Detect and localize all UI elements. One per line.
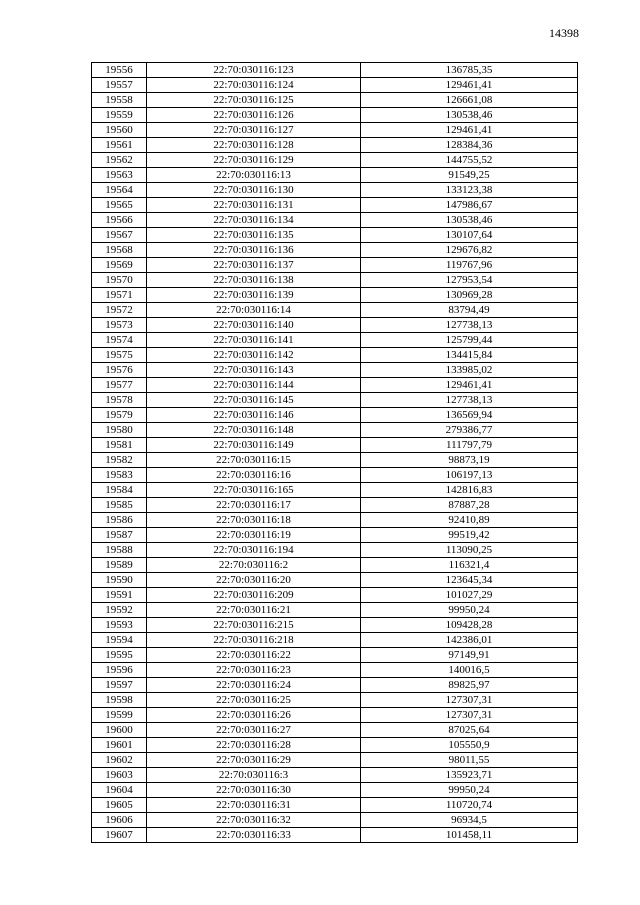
cadastral-number-cell: 22:70:030116:140 xyxy=(147,318,361,333)
value-cell: 111797,79 xyxy=(361,438,578,453)
table-row xyxy=(92,648,578,663)
table-row xyxy=(92,108,578,123)
cadastral-number-cell: 22:70:030116:25 xyxy=(147,693,361,708)
table-row xyxy=(92,573,578,588)
row-number-cell: 19606 xyxy=(92,813,147,828)
value-cell: 279386,77 xyxy=(361,423,578,438)
row-number-cell: 19566 xyxy=(92,213,147,228)
table-row xyxy=(92,258,578,273)
table-row xyxy=(92,603,578,618)
table-row xyxy=(92,468,578,483)
table-row xyxy=(92,273,578,288)
table-row xyxy=(92,513,578,528)
cadastral-number-cell: 22:70:030116:209 xyxy=(147,588,361,603)
row-number-cell: 19567 xyxy=(92,228,147,243)
value-cell: 96934,5 xyxy=(361,813,578,828)
value-cell: 127307,31 xyxy=(361,693,578,708)
table-row xyxy=(92,333,578,348)
row-number-cell: 19594 xyxy=(92,633,147,648)
table-row xyxy=(92,363,578,378)
row-number-cell: 19585 xyxy=(92,498,147,513)
value-cell: 130969,28 xyxy=(361,288,578,303)
cadastral-number-cell: 22:70:030116:136 xyxy=(147,243,361,258)
table-row xyxy=(92,123,578,138)
cadastral-number-cell: 22:70:030116:128 xyxy=(147,138,361,153)
row-number-cell: 19577 xyxy=(92,378,147,393)
row-number-cell: 19595 xyxy=(92,648,147,663)
row-number-cell: 19602 xyxy=(92,753,147,768)
value-cell: 101458,11 xyxy=(361,828,578,843)
table-row xyxy=(92,708,578,723)
value-cell: 133123,38 xyxy=(361,183,578,198)
cadastral-number-cell: 22:70:030116:134 xyxy=(147,213,361,228)
value-cell: 133985,02 xyxy=(361,363,578,378)
value-cell: 127307,31 xyxy=(361,708,578,723)
cadastral-number-cell: 22:70:030116:30 xyxy=(147,783,361,798)
value-cell: 106197,13 xyxy=(361,468,578,483)
cadastral-number-cell: 22:70:030116:24 xyxy=(147,678,361,693)
cadastral-number-cell: 22:70:030116:26 xyxy=(147,708,361,723)
table-row xyxy=(92,438,578,453)
value-cell: 127738,13 xyxy=(361,318,578,333)
table-row xyxy=(92,588,578,603)
cadastral-number-cell: 22:70:030116:15 xyxy=(147,453,361,468)
value-cell: 98873,19 xyxy=(361,453,578,468)
row-number-cell: 19583 xyxy=(92,468,147,483)
table-row xyxy=(92,558,578,573)
row-number-cell: 19571 xyxy=(92,288,147,303)
row-number-cell: 19605 xyxy=(92,798,147,813)
row-number-cell: 19580 xyxy=(92,423,147,438)
value-cell: 109428,28 xyxy=(361,618,578,633)
table-row xyxy=(92,423,578,438)
value-cell: 142816,83 xyxy=(361,483,578,498)
value-cell: 91549,25 xyxy=(361,168,578,183)
value-cell: 126661,08 xyxy=(361,93,578,108)
cadastral-number-cell: 22:70:030116:137 xyxy=(147,258,361,273)
cadastral-number-cell: 22:70:030116:14 xyxy=(147,303,361,318)
cadastral-number-cell: 22:70:030116:22 xyxy=(147,648,361,663)
row-number-cell: 19607 xyxy=(92,828,147,843)
value-cell: 134415,84 xyxy=(361,348,578,363)
row-number-cell: 19591 xyxy=(92,588,147,603)
row-number-cell: 19589 xyxy=(92,558,147,573)
table-row xyxy=(92,228,578,243)
value-cell: 129461,41 xyxy=(361,378,578,393)
cadastral-number-cell: 22:70:030116:16 xyxy=(147,468,361,483)
cadastral-number-cell: 22:70:030116:149 xyxy=(147,438,361,453)
cadastral-number-cell: 22:70:030116:33 xyxy=(147,828,361,843)
table-row xyxy=(92,303,578,318)
row-number-cell: 19604 xyxy=(92,783,147,798)
value-cell: 136785,35 xyxy=(361,63,578,78)
table-row xyxy=(92,78,578,93)
table-row xyxy=(92,213,578,228)
row-number-cell: 19568 xyxy=(92,243,147,258)
value-cell: 127953,54 xyxy=(361,273,578,288)
table-body xyxy=(92,63,578,843)
row-number-cell: 19599 xyxy=(92,708,147,723)
cadastral-number-cell: 22:70:030116:141 xyxy=(147,333,361,348)
cadastral-number-cell: 22:70:030116:146 xyxy=(147,408,361,423)
cadastral-number-cell: 22:70:030116:144 xyxy=(147,378,361,393)
value-cell: 92410,89 xyxy=(361,513,578,528)
table-row xyxy=(92,753,578,768)
row-number-cell: 19584 xyxy=(92,483,147,498)
value-cell: 99950,24 xyxy=(361,603,578,618)
table-row xyxy=(92,543,578,558)
table-row xyxy=(92,393,578,408)
cadastral-number-cell: 22:70:030116:21 xyxy=(147,603,361,618)
table-row xyxy=(92,408,578,423)
table-row xyxy=(92,528,578,543)
value-cell: 116321,4 xyxy=(361,558,578,573)
row-number-cell: 19558 xyxy=(92,93,147,108)
value-cell: 99950,24 xyxy=(361,783,578,798)
row-number-cell: 19570 xyxy=(92,273,147,288)
row-number-cell: 19564 xyxy=(92,183,147,198)
data-table xyxy=(91,62,578,843)
table-row xyxy=(92,813,578,828)
cadastral-number-cell: 22:70:030116:23 xyxy=(147,663,361,678)
row-number-cell: 19572 xyxy=(92,303,147,318)
table-row xyxy=(92,198,578,213)
table-row xyxy=(92,618,578,633)
row-number-cell: 19563 xyxy=(92,168,147,183)
row-number-cell: 19600 xyxy=(92,723,147,738)
cadastral-number-cell: 22:70:030116:28 xyxy=(147,738,361,753)
value-cell: 125799,44 xyxy=(361,333,578,348)
cadastral-number-cell: 22:70:030116:125 xyxy=(147,93,361,108)
row-number-cell: 19575 xyxy=(92,348,147,363)
table-row xyxy=(92,768,578,783)
row-number-cell: 19588 xyxy=(92,543,147,558)
row-number-cell: 19593 xyxy=(92,618,147,633)
cadastral-number-cell: 22:70:030116:143 xyxy=(147,363,361,378)
value-cell: 136569,94 xyxy=(361,408,578,423)
value-cell: 142386,01 xyxy=(361,633,578,648)
cadastral-number-cell: 22:70:030116:139 xyxy=(147,288,361,303)
row-number-cell: 19574 xyxy=(92,333,147,348)
row-number-cell: 19586 xyxy=(92,513,147,528)
table-row xyxy=(92,693,578,708)
cadastral-number-cell: 22:70:030116:124 xyxy=(147,78,361,93)
row-number-cell: 19579 xyxy=(92,408,147,423)
value-cell: 83794,49 xyxy=(361,303,578,318)
value-cell: 147986,67 xyxy=(361,198,578,213)
value-cell: 127738,13 xyxy=(361,393,578,408)
cadastral-number-cell: 22:70:030116:20 xyxy=(147,573,361,588)
table-row xyxy=(92,288,578,303)
table-row xyxy=(92,168,578,183)
cadastral-number-cell: 22:70:030116:126 xyxy=(147,108,361,123)
table-row xyxy=(92,633,578,648)
table-row xyxy=(92,63,578,78)
value-cell: 144755,52 xyxy=(361,153,578,168)
cadastral-number-cell: 22:70:030116:215 xyxy=(147,618,361,633)
row-number-cell: 19565 xyxy=(92,198,147,213)
value-cell: 123645,34 xyxy=(361,573,578,588)
cadastral-number-cell: 22:70:030116:130 xyxy=(147,183,361,198)
value-cell: 113090,25 xyxy=(361,543,578,558)
table-row xyxy=(92,318,578,333)
table-row xyxy=(92,783,578,798)
table-row xyxy=(92,663,578,678)
cadastral-number-cell: 22:70:030116:165 xyxy=(147,483,361,498)
row-number-cell: 19556 xyxy=(92,63,147,78)
value-cell: 105550,9 xyxy=(361,738,578,753)
value-cell: 129461,41 xyxy=(361,78,578,93)
table-row xyxy=(92,453,578,468)
row-number-cell: 19576 xyxy=(92,363,147,378)
row-number-cell: 19559 xyxy=(92,108,147,123)
cadastral-number-cell: 22:70:030116:31 xyxy=(147,798,361,813)
page-number: 14398 xyxy=(549,26,579,40)
cadastral-number-cell: 22:70:030116:131 xyxy=(147,198,361,213)
row-number-cell: 19560 xyxy=(92,123,147,138)
value-cell: 129676,82 xyxy=(361,243,578,258)
table-row xyxy=(92,828,578,843)
cadastral-number-cell: 22:70:030116:142 xyxy=(147,348,361,363)
cadastral-number-cell: 22:70:030116:138 xyxy=(147,273,361,288)
value-cell: 98011,55 xyxy=(361,753,578,768)
cadastral-number-cell: 22:70:030116:129 xyxy=(147,153,361,168)
row-number-cell: 19557 xyxy=(92,78,147,93)
cadastral-number-cell: 22:70:030116:29 xyxy=(147,753,361,768)
cadastral-number-cell: 22:70:030116:194 xyxy=(147,543,361,558)
row-number-cell: 19581 xyxy=(92,438,147,453)
cadastral-number-cell: 22:70:030116:19 xyxy=(147,528,361,543)
table-row xyxy=(92,153,578,168)
cadastral-number-cell: 22:70:030116:148 xyxy=(147,423,361,438)
row-number-cell: 19601 xyxy=(92,738,147,753)
row-number-cell: 19597 xyxy=(92,678,147,693)
value-cell: 130538,46 xyxy=(361,213,578,228)
row-number-cell: 19569 xyxy=(92,258,147,273)
row-number-cell: 19587 xyxy=(92,528,147,543)
cadastral-number-cell: 22:70:030116:13 xyxy=(147,168,361,183)
row-number-cell: 19573 xyxy=(92,318,147,333)
cadastral-number-cell: 22:70:030116:32 xyxy=(147,813,361,828)
table-row xyxy=(92,498,578,513)
cadastral-number-cell: 22:70:030116:218 xyxy=(147,633,361,648)
table-row xyxy=(92,183,578,198)
table-row xyxy=(92,378,578,393)
row-number-cell: 19578 xyxy=(92,393,147,408)
cadastral-number-cell: 22:70:030116:18 xyxy=(147,513,361,528)
row-number-cell: 19598 xyxy=(92,693,147,708)
cadastral-number-cell: 22:70:030116:17 xyxy=(147,498,361,513)
cadastral-number-cell: 22:70:030116:27 xyxy=(147,723,361,738)
value-cell: 140016,5 xyxy=(361,663,578,678)
table-row xyxy=(92,723,578,738)
table-row xyxy=(92,348,578,363)
value-cell: 130538,46 xyxy=(361,108,578,123)
cadastral-number-cell: 22:70:030116:2 xyxy=(147,558,361,573)
value-cell: 97149,91 xyxy=(361,648,578,663)
row-number-cell: 19603 xyxy=(92,768,147,783)
cadastral-number-cell: 22:70:030116:145 xyxy=(147,393,361,408)
value-cell: 135923,71 xyxy=(361,768,578,783)
row-number-cell: 19596 xyxy=(92,663,147,678)
value-cell: 130107,64 xyxy=(361,228,578,243)
cadastral-number-cell: 22:70:030116:127 xyxy=(147,123,361,138)
row-number-cell: 19562 xyxy=(92,153,147,168)
row-number-cell: 19590 xyxy=(92,573,147,588)
table-row xyxy=(92,738,578,753)
cadastral-number-cell: 22:70:030116:135 xyxy=(147,228,361,243)
row-number-cell: 19561 xyxy=(92,138,147,153)
cadastral-number-cell: 22:70:030116:123 xyxy=(147,63,361,78)
cadastral-number-cell: 22:70:030116:3 xyxy=(147,768,361,783)
value-cell: 128384,36 xyxy=(361,138,578,153)
value-cell: 129461,41 xyxy=(361,123,578,138)
value-cell: 119767,96 xyxy=(361,258,578,273)
value-cell: 99519,42 xyxy=(361,528,578,543)
value-cell: 101027,29 xyxy=(361,588,578,603)
table-row xyxy=(92,798,578,813)
value-cell: 110720,74 xyxy=(361,798,578,813)
table-row xyxy=(92,93,578,108)
value-cell: 87025,64 xyxy=(361,723,578,738)
row-number-cell: 19592 xyxy=(92,603,147,618)
row-number-cell: 19582 xyxy=(92,453,147,468)
value-cell: 87887,28 xyxy=(361,498,578,513)
table-row xyxy=(92,483,578,498)
table-row xyxy=(92,138,578,153)
table-row xyxy=(92,678,578,693)
table-row xyxy=(92,243,578,258)
value-cell: 89825,97 xyxy=(361,678,578,693)
